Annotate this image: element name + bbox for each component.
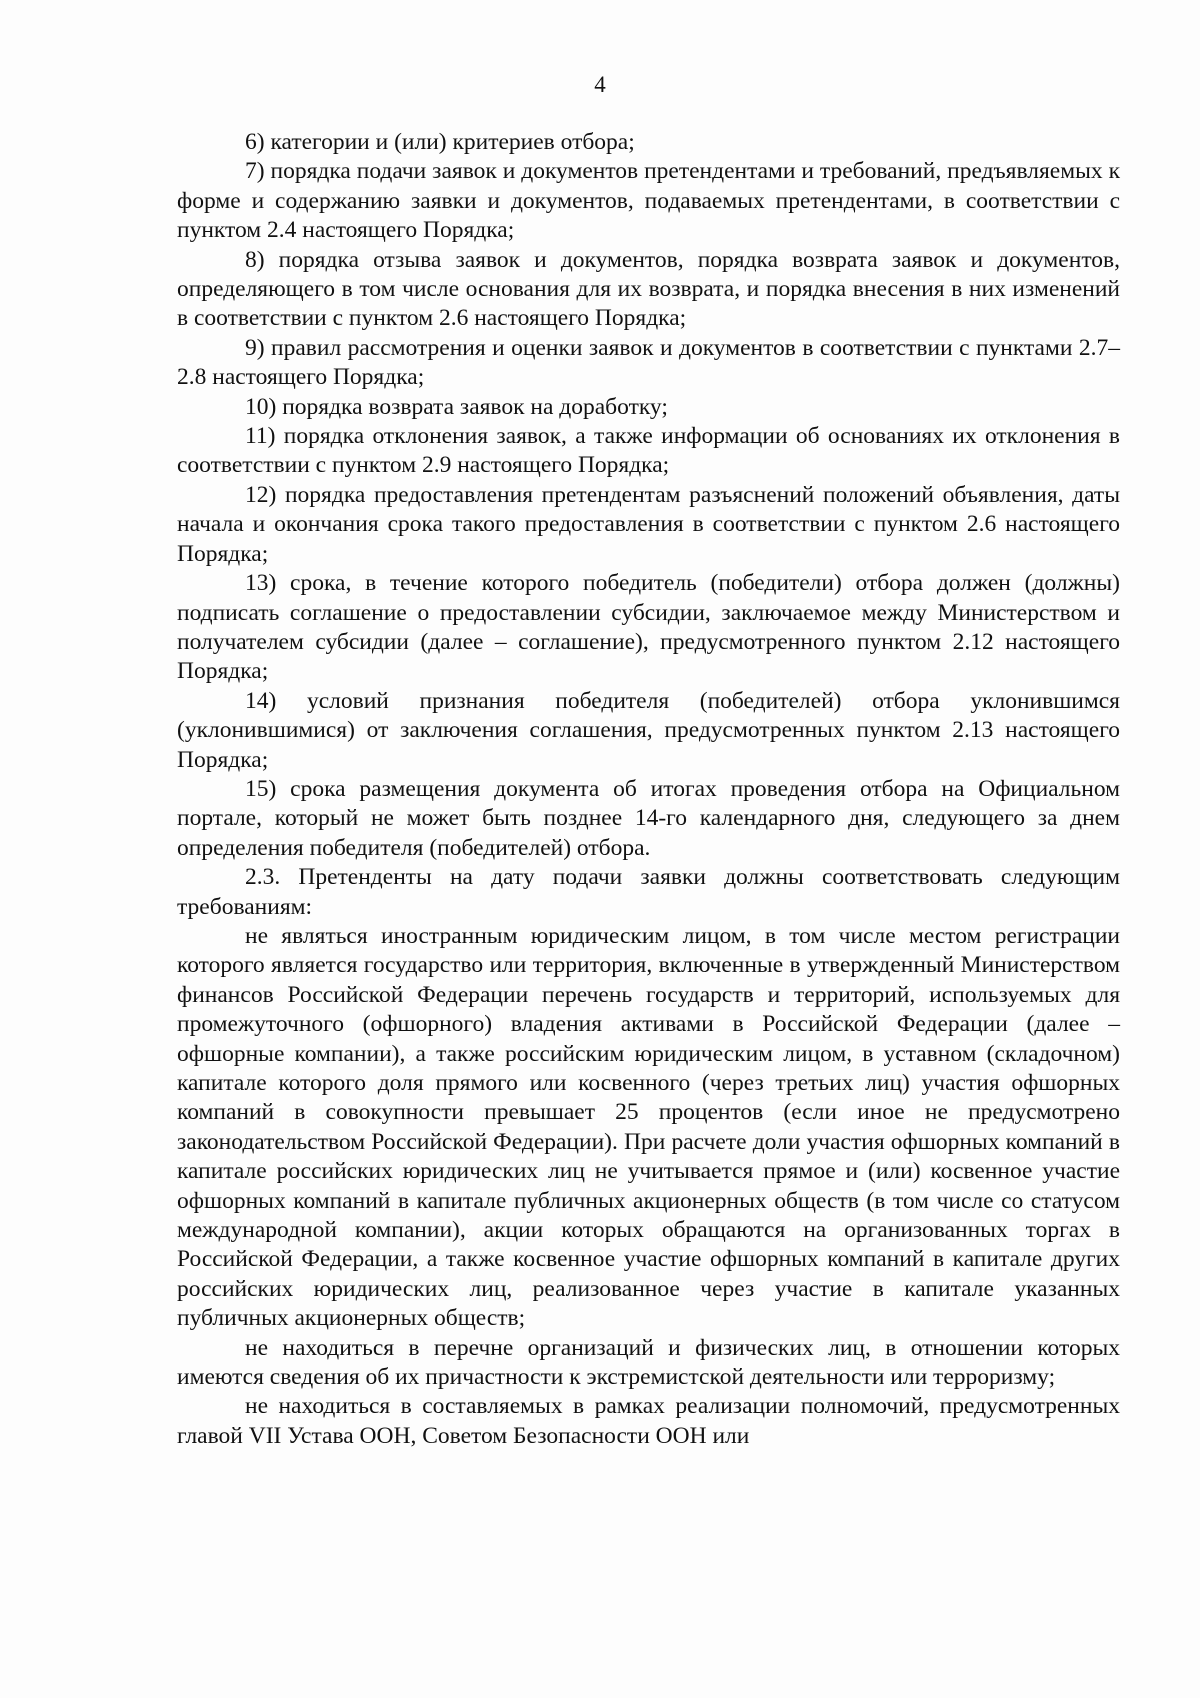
paragraph-item-9: 9) правил рассмотрения и оценки заявок и документов в соответствии с пунктами 2.7–2.8 настоящего Порядка; <box>177 334 1120 391</box>
section-2-3-heading: 2.3. Претенденты на дату подачи заявки должны соответствовать следующим требованиям: <box>177 864 1120 920</box>
requirement-extremism-list: не находиться в перечне организаций и физических лиц, в отношении которых имеются сведения об их причастности к экстремистской деятельности или терроризму; <box>177 1334 1120 1391</box>
paragraph-item-8: 8) порядка отзыва заявок и документов, порядка возврата заявок и документов, определяющего в том числе основания для их возврата, и порядка внесения в них изменений в соответствии с пунктом 2.6 настоящего Порядка; <box>177 246 1120 332</box>
document-body <box>177 128 1120 1451</box>
paragraph-item-14: 14) условий признания победителя (победителей) отбора уклонившимся (уклонившимися) от заключения соглашения, предусмотренных пунктом 2.13 настоящего Порядка; <box>177 687 1120 773</box>
requirement-un-list: не находиться в составляемых в рамках реализации полномочий, предусмотренных главой VII Устава ООН, Советом Безопасности ООН или <box>177 1393 1120 1449</box>
paragraph-item-7: 7) порядка подачи заявок и документов претендентами и требований, предъявляемых к форме и содержанию заявки и документов, подаваемых претендентами, в соответствии с пунктом 2.4 настоящего Порядка; <box>177 158 1120 244</box>
paragraph-item-6: 6) категории и (или) критериев отбора; <box>245 129 635 155</box>
paragraph-item-12: 12) порядка предоставления претендентам разъяснений положений объявления, даты начала и окончания срока такого предоставления в соответствии с пунктом 2.6 настоящего Порядка; <box>177 481 1120 567</box>
page-number: 4 <box>594 72 606 97</box>
paragraph-item-13: 13) срока, в течение которого победитель (победители) отбора должен (должны) подписать соглашение о предоставлении субсидии, заключаемое между Министерством и получателем субсидии (далее – соглашение), предусмотренного пунктом 2.12 настоящего Порядка; <box>177 570 1120 685</box>
paragraph-item-10: 10) порядка возврата заявок на доработку; <box>245 393 668 420</box>
paragraph-item-15: 15) срока размещения документа об итогах проведения отбора на Официальном портале, который не может быть позднее 14-го календарного дня, следующего за днем определения победителя (победителей) отбора. <box>177 775 1120 861</box>
requirement-offshore: не являться иностранным юридическим лицом, в том числе местом регистрации которого является государство или территория, включенные в утвержденный Министерством финансов Российской Федерации перечень государств и территорий, используемых для промежуточного (офшорного) владения активами в Российской Федерации (далее – офшорные компании), а также российским юридическим лицом, в уставном (складочном) капитале которого доля прямого или косвенного (через третьих лиц) участия офшорных компаний в совокупности превышает 25 процентов (если иное не предусмотрено законодательством Российской Федерации). При расчете доли участия офшорных компаний в капитале российских юридических лиц не учитывается прямое и (или) косвенное участие офшорных компаний в капитале публичных акционерных обществ (в том числе со статусом международной компании), акции которых обращаются на организованных торгах в Российской Федерации, а также косвенное участие офшорных компаний в капитале других российских юридических лиц, реализованное через участие в капитале указанных публичных акционерных обществ; <box>177 922 1120 1332</box>
paragraph-item-11: 11) порядка отклонения заявок, а также информации об основаниях их отклонения в соответствии с пунктом 2.9 настоящего Порядка; <box>177 423 1120 479</box>
